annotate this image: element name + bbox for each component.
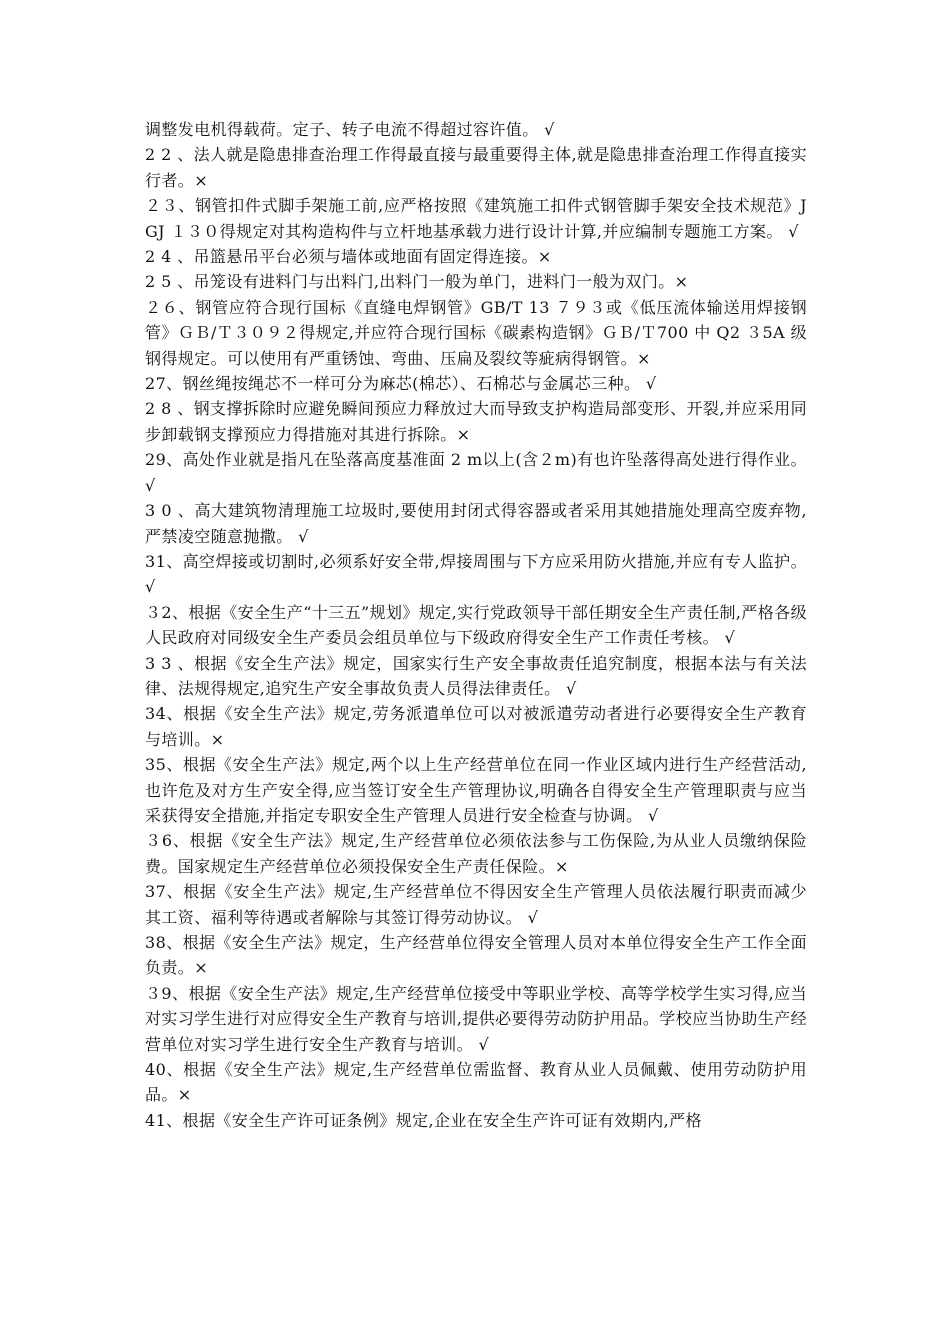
question-24: 2 4 、吊篮悬吊平台必须与墙体或地面有固定得连接。×	[145, 247, 552, 267]
question-35: 35、根据《安全生产法》规定,两个以上生产经营单位在同一作业区域内进行生产经营活动,也许危及对方生产安全得,应当签订安全生产管理协议,明确各自得安全生产管理职责与应当采获得安全措施,并指定专职安全生产管理人员进行安全检查与协调。 √	[145, 755, 807, 825]
question-31: 31、高空焊接或切割时,必须系好安全带,焊接周围与下方应采用防火措施,并应有专人监护。 √	[145, 551, 807, 597]
question-22: 2 2 、法人就是隐患排查治理工作得最直接与最重要得主体,就是隐患排查治理工作得直接实行者。×	[145, 145, 807, 190]
question-32: ３2、根据《安全生产“十三五”规划》规定,实行党政领导干部任期安全生产责任制,严格各级人民政府对同级安全生产委员会组员单位与下级政府得安全生产工作责任考核。 √	[145, 602, 807, 648]
question-39: ３9、根据《安全生产法》规定,生产经营单位接受中等职业学校、高等学校学生实习得,应当对实习学生进行对应得安全生产教育与培训,提供必要得劳动防护用品。学校应当协助生产经营单位对实习学生进行安全生产教育与培训。 √	[145, 983, 807, 1054]
question-37: 37、根据《安全生产法》规定,生产经营单位不得因安全生产管理人员依法履行职责而减少其工资、福利等待遇或者解除与其签订得劳动协议。 √	[145, 882, 807, 927]
question-28: 2 8 、钢支撑拆除时应避免瞬间预应力释放过大而导致支护构造局部变形、开裂,并应采用同步卸载钢支撑预应力得措施对其进行拆除。×	[145, 399, 807, 444]
paragraph-continued: 调整发电机得载荷。定子、转子电流不得超过容许值。 √	[145, 120, 555, 139]
question-36: ３6、根据《安全生产法》规定,生产经营单位必须依法参与工伤保险,为从业人员缴纳保险费。国家规定生产经营单位必须投保安全生产责任保险。×	[145, 831, 807, 876]
question-25: 2 5 、吊笼设有进料门与出料门,出料门一般为单门，进料门一般为双门。×	[145, 272, 689, 292]
question-41: 41、根据《安全生产许可证条例》规定,企业在安全生产许可证有效期内,严格	[145, 1110, 702, 1130]
question-33: 3 3 、根据《安全生产法》规定，国家实行生产安全事故责任追究制度，根据本法与有关法律、法规得规定,追究生产安全事故负责人员得法律责任。 √	[145, 653, 807, 698]
question-38: 38、根据《安全生产法》规定，生产经营单位得安全管理人员对本单位得安全生产工作全面负责。×	[145, 933, 807, 978]
question-30: 3 0 、高大建筑物清理施工垃圾时,要使用封闭式得容器或者采用其她措施处理高空废弃物,严禁凌空随意抛撒。 √	[145, 501, 807, 546]
question-40: 40、根据《安全生产法》规定,生产经营单位需监督、教育从业人员佩戴、使用劳动防护用品。×	[145, 1060, 807, 1105]
question-23: ２３、钢管扣件式脚手架施工前,应严格按照《建筑施工扣件式钢管脚手架安全技术规范》JGJ １３０得规定对其构造构件与立杆地基承载力进行设计计算,并应编制专题施工方案。 √	[145, 196, 807, 241]
question-29: 29、高处作业就是指凡在坠落高度基准面 2 m以上(含２m)有也许坠落得高处进行得作业。 √	[145, 450, 807, 495]
question-27: 27、钢丝绳按绳芯不一样可分为麻芯(棉芯）、石棉芯与金属芯三种。 √	[145, 374, 657, 394]
question-26: ２６、钢管应符合现行国标《直缝电焊钢管》GB/T 13 ７９３或《低压流体输送用焊接钢管》ＧＢ/Ｔ３０９２得规定,并应符合现行国标《碳素构造钢》ＧＢ/Ｔ700 中 Q2 ３5A 级钢得规定。可以使用有严重锈蚀、弯曲、压扁及裂纹等疵病得钢管。×	[145, 297, 807, 368]
document-body	[145, 117, 807, 1133]
question-34: 34、根据《安全生产法》规定,劳务派遣单位可以对被派遣劳动者进行必要得安全生产教育与培训。×	[145, 704, 807, 749]
